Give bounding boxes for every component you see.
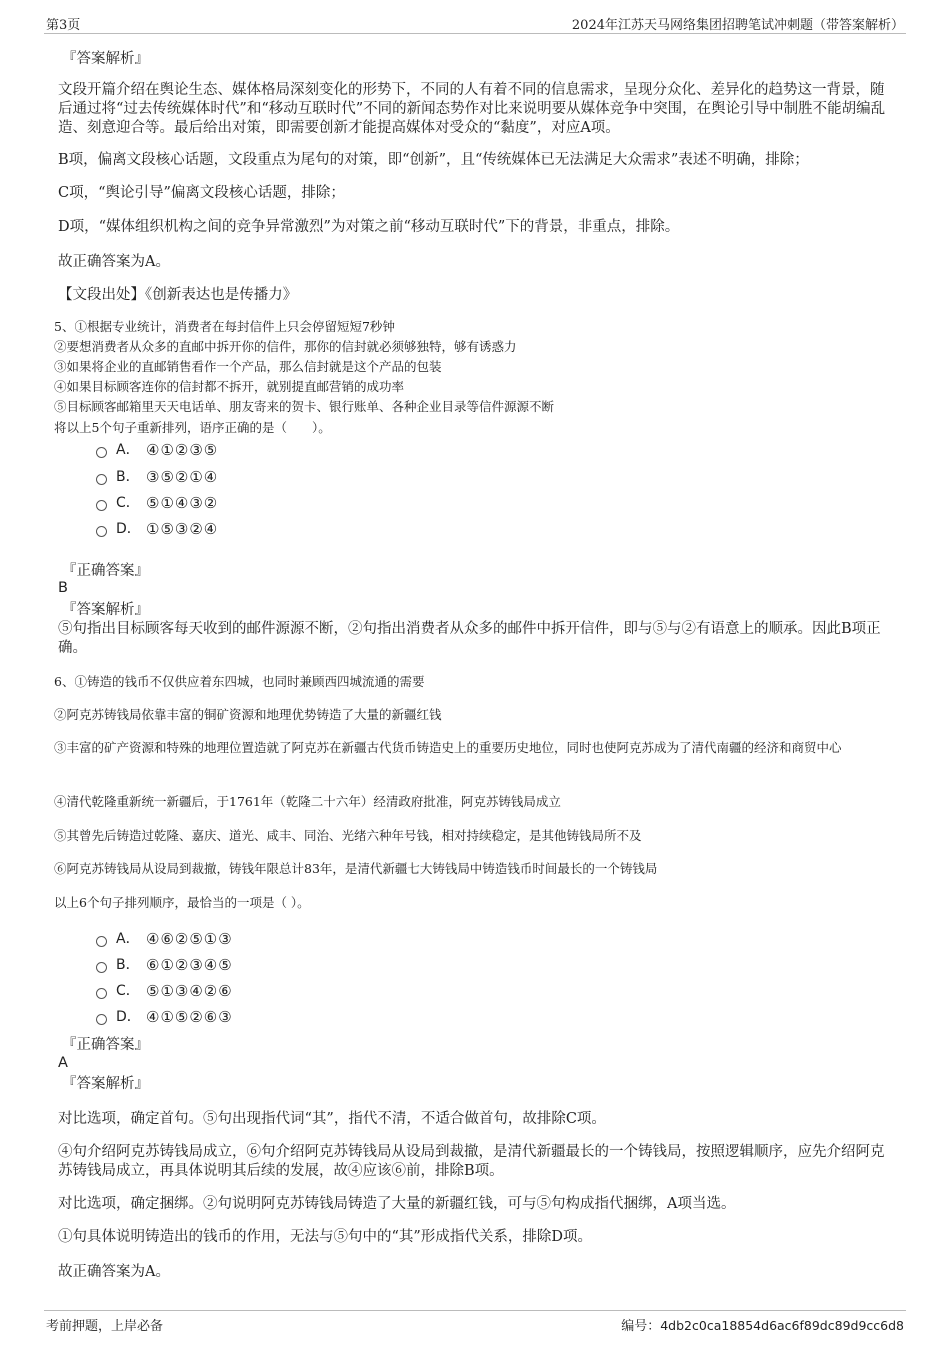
option-value: ④①②③⑤ [146, 441, 219, 459]
q5-option-d[interactable] [96, 519, 218, 539]
q6-line: ⑥阿克苏铸钱局从设局到裁撤，铸钱年限总计83年，是清代新疆七大铸钱局中铸造钱币时间最长的一个铸钱局 [54, 861, 658, 876]
q4-source: 【文段出处】《创新表达也是传播力》 [58, 287, 298, 303]
header-divider [44, 33, 906, 34]
option-value: ④①⑤②⑥③ [146, 1008, 233, 1026]
option-value: ⑤①④③② [146, 494, 219, 512]
page-number: 第3页 [46, 18, 81, 33]
q6-correct-label: 『正确答案』 [62, 1037, 149, 1053]
document-title: 2024年江苏天马网络集团招聘笔试冲刺题（带答案解析） [571, 18, 904, 33]
q4-analysis-para1: 文段开篇介绍在舆论生态、媒体格局深刻变化的形势下，不同的人有着不同的信息需求，呈现分众化、差异化的趋势这一背景，随后通过将“过去传统媒体时代”和“移动互联时代”不同的新闻态势作对比来说明要从媒体竞争中突围，在舆论引导中制胜不能胡编乱造、刻意迎合等。最后给出对策，即需要创新才能提高媒体对受众的“黏度”，对应A项。 [58, 82, 886, 136]
option-value: ⑤①③④②⑥ [146, 982, 233, 1000]
q6-line: ⑤其曾先后铸造过乾隆、嘉庆、道光、咸丰、同治、光绪六种年号钱，相对持续稳定，是其他铸钱局所不及 [54, 828, 642, 843]
q4-analysis-para3: C项，“舆论引导”偏离文段核心话题，排除； [58, 185, 345, 201]
q5-question: 将以上5个句子重新排列，语序正确的是（ ）。 [54, 420, 331, 435]
option-letter: B． [116, 957, 140, 973]
q6-option-c[interactable] [96, 981, 233, 1001]
option-value: ①⑤③②④ [146, 520, 219, 538]
q6-line: ③丰富的矿产资源和特殊的地理位置造就了阿克苏在新疆古代货币铸造史上的重要历史地位，同时也使阿克苏成为了清代南疆的经济和商贸中心 [54, 740, 842, 755]
radio-button[interactable] [96, 474, 107, 485]
option-letter: A． [116, 442, 140, 458]
q6-analysis-para: ①句具体说明铸造出的钱币的作用，无法与⑤句中的“其”形成指代关系，排除D项。 [58, 1229, 592, 1245]
footer-code-value: 4db2c0ca18854d6ac6f89dc89d9cc6d8 [660, 1318, 904, 1333]
option-letter: B． [116, 469, 140, 485]
q5-option-a[interactable] [96, 440, 218, 460]
q6-line: ②阿克苏铸钱局依靠丰富的铜矿资源和地理优势铸造了大量的新疆红钱 [54, 707, 442, 722]
q5-option-b[interactable] [96, 467, 218, 487]
option-value: ④⑥②⑤①③ [146, 930, 233, 948]
footer-slogan: 考前押题，上岸必备 [46, 1319, 164, 1334]
q6-option-b[interactable] [96, 955, 233, 975]
radio-button[interactable] [96, 962, 107, 973]
footer-code [621, 1315, 904, 1334]
q5-line: ③如果将企业的直邮销售看作一个产品，那么信封就是这个产品的包装 [54, 359, 442, 374]
q5-analysis-label: 『答案解析』 [62, 602, 149, 618]
radio-button[interactable] [96, 1014, 107, 1025]
q5-correct-label: 『正确答案』 [62, 563, 149, 579]
q5-analysis: ⑤句指出目标顾客每天收到的邮件源源不断，②句指出消费者从众多的邮件中拆开信件，即与⑤与②有语意上的顺承。因此B项正确。 [58, 621, 881, 656]
option-letter: A． [116, 931, 140, 947]
q5-line: 5、①根据专业统计，消费者在每封信件上只会停留短短7秒钟 [54, 319, 395, 334]
q6-line: ④清代乾隆重新统一新疆后，于1761年（乾隆二十六年）经清政府批准，阿克苏铸钱局成立 [54, 794, 561, 809]
q6-analysis-para: 对比选项，确定捆绑。②句说明阿克苏铸钱局铸造了大量的新疆红钱，可与⑤句构成指代捆绑，A项当选。 [58, 1196, 736, 1212]
q6-question: 以上6个句子排列顺序，最恰当的一项是（ ）。 [54, 895, 310, 910]
radio-button[interactable] [96, 447, 107, 458]
radio-button[interactable] [96, 526, 107, 537]
footer-divider [44, 1310, 906, 1311]
q5-correct-answer: B [58, 580, 68, 596]
q6-analysis-para: 对比选项，确定首句。⑤句出现指代词“其”，指代不清，不适合做首句，故排除C项。 [58, 1111, 606, 1127]
option-letter: C． [116, 983, 140, 999]
q4-analysis-para5: 故正确答案为A。 [58, 254, 170, 270]
option-letter: C． [116, 495, 140, 511]
q4-analysis-para4: D项，“媒体组织机构之间的竞争异常激烈”为对策之前“移动互联时代”下的背景，非重点，排除。 [58, 219, 680, 235]
option-value: ⑥①②③④⑤ [146, 956, 233, 974]
q5-line: ⑤目标顾客邮箱里天天电话单、朋友寄来的贺卡、银行账单、各种企业目录等信件源源不断 [54, 399, 555, 414]
option-value: ③⑤②①④ [146, 468, 219, 486]
footer-code-label: 编号： [621, 1319, 661, 1334]
option-letter: D． [116, 521, 141, 537]
radio-button[interactable] [96, 500, 107, 511]
radio-button[interactable] [96, 936, 107, 947]
q4-analysis-label: 『答案解析』 [62, 51, 149, 67]
option-letter: D． [116, 1009, 141, 1025]
q6-analysis-para: ④句介绍阿克苏铸钱局成立，⑥句介绍阿克苏铸钱局从设局到裁撤，是清代新疆最长的一个铸钱局，按照逻辑顺序，应先介绍阿克苏铸钱局成立，再具体说明其后续的发展，故④应该⑥前，排除B项。 [58, 1144, 885, 1179]
q6-correct-answer: A [58, 1055, 68, 1071]
q6-line: 6、①铸造的钱币不仅供应着东四城，也同时兼顾西四城流通的需要 [54, 674, 425, 689]
q4-analysis-para2: B项，偏离文段核心话题，文段重点为尾句的对策，即“创新”，且“传统媒体已无法满足大众需求”表述不明确，排除； [58, 152, 809, 168]
q6-analysis-label: 『答案解析』 [62, 1076, 149, 1092]
radio-button[interactable] [96, 988, 107, 999]
q5-option-c[interactable] [96, 493, 218, 513]
q6-option-a[interactable] [96, 929, 233, 949]
q6-option-d[interactable] [96, 1007, 233, 1027]
q5-line: ②要想消费者从众多的直邮中拆开你的信件，那你的信封就必须够独特，够有诱惑力 [54, 339, 517, 354]
q5-line: ④如果目标顾客连你的信封都不拆开，就别提直邮营销的成功率 [54, 379, 405, 394]
q6-analysis-para: 故正确答案为A。 [58, 1264, 170, 1280]
